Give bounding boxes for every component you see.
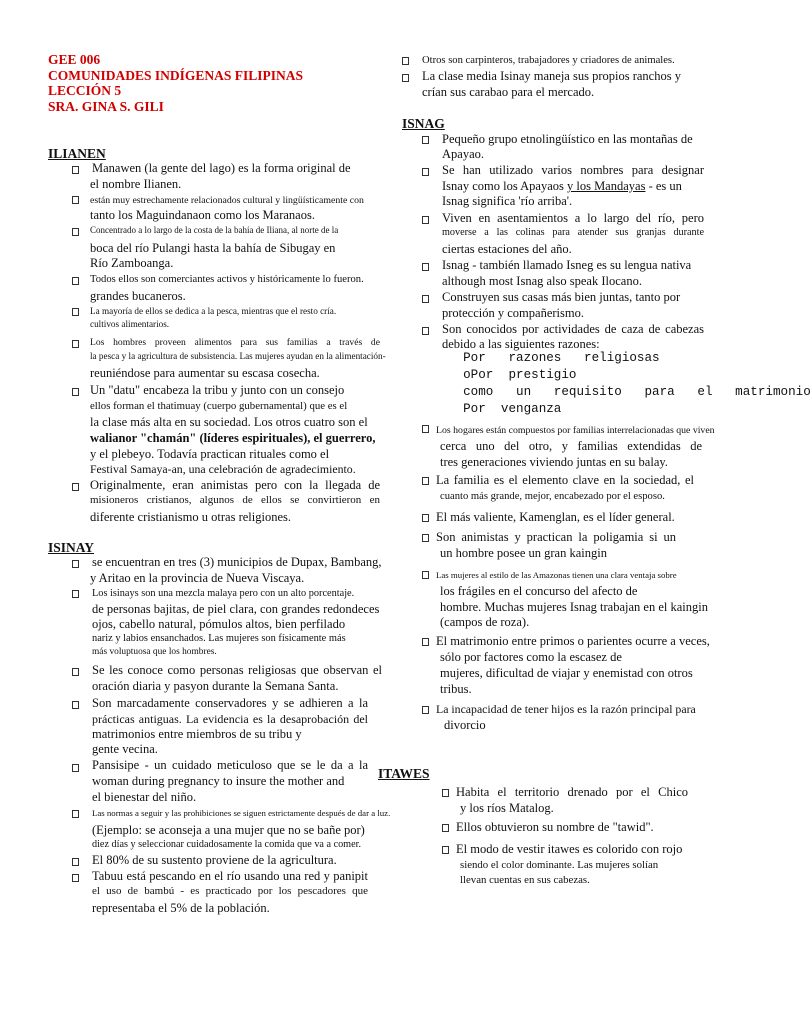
- list-item: reuniéndose para aumentar su escasa cosecha.: [90, 366, 320, 380]
- list-item: oración diaria y pasyon durante la Semana Santa.: [92, 679, 339, 693]
- list-item: ojos, cabello natural, pómulos altos, bien perfilado: [92, 617, 346, 631]
- list-item: Son animistas y practican la poligamia si un: [436, 530, 676, 544]
- list-item: Festival Samaya-an, una celebración de agradecimiento.: [90, 462, 356, 476]
- square-bullet-icon: [72, 388, 79, 396]
- list-item: llevan cuentas en sus cabezas.: [460, 874, 590, 886]
- list-item: diez días y seleccionar cuidadosamente la comida que va a comer.: [92, 839, 362, 850]
- list-item: moverse a las colinas para atender sus granjas durante: [442, 227, 704, 238]
- list-item-part-underlined: y los Mandayas: [566, 179, 646, 193]
- lesson-title: LECCIÓN 5: [48, 83, 122, 98]
- list-item: Los hombres proveen alimentos para sus familias a través de: [90, 337, 380, 348]
- list-item: grandes bucaneros.: [90, 289, 186, 303]
- list-item: (Ejemplo: se aconseja a una mujer que no se bañe por): [92, 823, 365, 837]
- list-item: Los hogares están compuestos por familias interrelacionadas que viven: [436, 425, 715, 436]
- list-item: Originalmente, eran animistas pero con la llegada de: [90, 478, 380, 492]
- list-item: nariz y labios ensanchados. Las mujeres son físicamente más: [92, 633, 346, 644]
- list-item: y el plebeyo. Todavía practican rituales como el: [90, 447, 330, 461]
- list-item: tanto los Maguindanaon como los Maranaos.: [90, 208, 315, 222]
- square-bullet-icon: [72, 308, 79, 316]
- square-bullet-icon: [72, 166, 79, 174]
- square-bullet-icon: [72, 668, 79, 676]
- list-item: cerca uno del otro, y familias extendidas de: [440, 439, 702, 453]
- square-bullet-icon: [72, 701, 79, 709]
- square-bullet-icon: [422, 638, 429, 646]
- list-item: están muy estrechamente relacionados cultural y lingüísticamente con: [90, 195, 364, 206]
- list-item: tribus.: [440, 682, 472, 696]
- reason-item: Por razones religiosas: [448, 351, 660, 365]
- list-item: cultivos alimentarios.: [90, 319, 170, 329]
- list-item: Isnag - también llamado Isneg es su lengua nativa: [442, 258, 692, 272]
- list-item: Construyen sus casas más bien juntas, tanto por: [442, 290, 681, 304]
- square-bullet-icon: [442, 824, 449, 832]
- list-item: la clase más alta en su sociedad. Los otros cuatro son el: [90, 415, 368, 429]
- square-bullet-icon: [72, 874, 79, 882]
- list-item: Habita el territorio drenado por el Chico: [456, 785, 688, 799]
- list-item: crían sus carabao para el mercado.: [422, 85, 595, 99]
- list-item: Tabuu está pescando en el río usando una red y panipit: [92, 869, 368, 883]
- list-item: Manawen (la gente del lago) es la forma original de: [92, 161, 351, 175]
- list-item: Las mujeres al estilo de las Amazonas tienen una clara ventaja sobre: [436, 570, 677, 580]
- list-item: El más valiente, Kamenglan, es el líder general.: [436, 510, 675, 524]
- list-item: Viven en asentamientos a lo largo del río, pero: [442, 211, 704, 225]
- list-item: y los ríos Matalog.: [460, 801, 554, 815]
- list-item: el nombre Ilianen.: [90, 177, 182, 191]
- list-item: el bienestar del niño.: [92, 790, 197, 804]
- square-bullet-icon: [442, 789, 449, 797]
- list-item: Se han utilizado varios nombres para designar: [442, 163, 704, 177]
- list-item: debido a las siguientes razones:: [442, 337, 600, 351]
- list-item: la pesca y la agricultura de subsistencia. Las mujeres ayudan en la alimentación-: [90, 351, 386, 361]
- square-bullet-icon: [422, 295, 429, 303]
- list-item: Las normas a seguir y las prohibiciones se siguen estrictamente después de dar a luz.: [92, 808, 391, 818]
- square-bullet-icon: [422, 571, 429, 579]
- teacher-name: SRA. GINA S. GILI: [48, 98, 164, 114]
- list-item: Se les conoce como personas religiosas que observan el: [92, 663, 382, 677]
- course-title: COMUNIDADES INDÍGENAS FILIPINAS: [48, 67, 304, 83]
- list-item: ellos forman el thatimuay (cuerpo gubernamental) que es el: [90, 400, 348, 412]
- square-bullet-icon: [72, 590, 79, 598]
- list-item: Ellos obtuvieron su nombre de "tawid".: [456, 820, 654, 834]
- section-title-itawes: ITAWES: [378, 766, 430, 781]
- square-bullet-icon: [72, 858, 79, 866]
- list-item: Apayao.: [442, 147, 484, 161]
- list-item: Pansisipe - un cuidado meticuloso que se le da a la: [92, 758, 368, 772]
- list-item: misioneros cristianos, algunos de ellos se convirtieron en: [90, 494, 380, 506]
- reason-item: oPor prestigio: [448, 368, 577, 382]
- list-item: representaba el 5% de la población.: [92, 901, 270, 915]
- square-bullet-icon: [422, 263, 429, 271]
- square-bullet-icon: [422, 425, 429, 433]
- list-item: Isnag significa 'río arriba'.: [442, 194, 573, 208]
- list-item: El modo de vestir itawes es colorido con rojo: [456, 842, 683, 856]
- square-bullet-icon: [402, 74, 409, 82]
- list-item: La mayoría de ellos se dedica a la pesca, mientras que el resto cría.: [90, 306, 337, 316]
- square-bullet-icon: [422, 327, 429, 335]
- square-bullet-icon: [422, 168, 429, 176]
- list-item: Son marcadamente conservadores y se adhieren a la: [92, 696, 368, 710]
- section-title-ilianen: ILIANEN: [48, 146, 106, 161]
- list-item: de personas bajitas, de piel clara, con grandes redondeces: [92, 602, 380, 616]
- list-item: diferente cristianismo u otras religiones.: [90, 510, 291, 524]
- square-bullet-icon: [422, 477, 429, 485]
- square-bullet-icon: [422, 136, 429, 144]
- list-item: Río Zamboanga.: [90, 256, 174, 270]
- list-item-part: Isnay como los Apayaos: [442, 179, 567, 193]
- list-item: Todos ellos son comerciantes activos y históricamente lo fueron.: [90, 274, 364, 285]
- list-item: sólo por factores como la escasez de: [440, 650, 622, 664]
- list-item: matrimonios entre miembros de su tribu y: [92, 727, 302, 741]
- list-item: [442, 179, 682, 195]
- list-item: un hombre posee un gran kaingin: [440, 546, 607, 560]
- square-bullet-icon: [422, 534, 429, 542]
- list-item: Pequeño grupo etnolingüístico en las montañas de: [442, 132, 693, 146]
- list-item: Son conocidos por actividades de caza de cabezas: [442, 322, 704, 336]
- reason-item: Por venganza: [448, 402, 562, 416]
- section-title-isinay: ISINAY: [48, 540, 95, 555]
- list-item: hombre. Muchas mujeres Isnag trabajan en el kaingin: [440, 600, 708, 614]
- square-bullet-icon: [72, 810, 79, 818]
- section-title-isnag: ISNAG: [402, 116, 445, 131]
- list-item: La incapacidad de tener hijos es la razón principal para: [436, 702, 696, 716]
- square-bullet-icon: [442, 846, 449, 854]
- square-bullet-icon: [422, 706, 429, 714]
- list-item: woman during pregnancy to insure the mother and: [92, 774, 345, 788]
- square-bullet-icon: [72, 340, 79, 348]
- list-item-part: - es un: [645, 179, 682, 193]
- list-item: divorcio: [444, 718, 486, 732]
- square-bullet-icon: [72, 277, 79, 285]
- list-item: gente vecina.: [92, 742, 158, 756]
- list-item: (campos de roza).: [440, 615, 530, 629]
- square-bullet-icon: [72, 560, 79, 568]
- list-item: cuanto más grande, mejor, encabezado por el esposo.: [440, 491, 665, 502]
- square-bullet-icon: [72, 228, 79, 236]
- list-item: protección y compañerismo.: [442, 306, 584, 320]
- list-item: el uso de bambú - es practicado por los pescadores que: [92, 885, 368, 897]
- reason-item: como un requisito para el matrimonio: [448, 385, 811, 399]
- list-item: El 80% de su sustento proviene de la agricultura.: [92, 853, 337, 867]
- list-item: although most Isnag also speak Ilocano.: [442, 274, 642, 288]
- list-item: los frágiles en el concurso del afecto de: [440, 584, 638, 598]
- list-item: mujeres, dificultad de viajar y enemistad con otros: [440, 666, 693, 680]
- square-bullet-icon: [72, 764, 79, 772]
- list-item: más voluptuosa que los hombres.: [92, 647, 217, 657]
- list-item: walianor "chamán" (líderes espirituales), el guerrero,: [90, 431, 376, 445]
- course-code: GEE 006: [48, 52, 101, 67]
- document-header: [48, 52, 303, 114]
- list-item: Otros son carpinteros, trabajadores y criadores de animales.: [422, 55, 675, 66]
- square-bullet-icon: [422, 216, 429, 224]
- square-bullet-icon: [72, 483, 79, 491]
- list-item: prácticas antiguas. La evidencia es la desaprobación del: [92, 712, 368, 726]
- list-item: tres generaciones viviendo juntas en su balay.: [440, 455, 668, 469]
- list-item: Los isinays son una mezcla malaya pero con un alto porcentaje.: [92, 588, 355, 599]
- list-item: siendo el color dominante. Las mujeres solían: [460, 859, 659, 871]
- list-item: ciertas estaciones del año.: [442, 242, 572, 256]
- list-item: El matrimonio entre primos o parientes ocurre a veces,: [436, 634, 710, 648]
- square-bullet-icon: [422, 514, 429, 522]
- list-item: La familia es el elemento clave en la sociedad, el: [436, 473, 694, 487]
- list-item: se encuentran en tres (3) municipios de Dupax, Bambang,: [92, 555, 382, 569]
- list-item: La clase media Isinay maneja sus propios ranchos y: [422, 69, 681, 83]
- list-item: boca del río Pulangi hasta la bahía de Sibugay en: [90, 241, 336, 255]
- square-bullet-icon: [402, 57, 409, 65]
- list-item: y Aritao en la provincia de Nueva Viscaya.: [90, 571, 305, 585]
- list-item: Concentrado a lo largo de la costa de la bahía de Iliana, al norte de la: [90, 225, 339, 235]
- list-item: Un "datu" encabeza la tribu y junto con un consejo: [90, 383, 345, 397]
- square-bullet-icon: [72, 196, 79, 204]
